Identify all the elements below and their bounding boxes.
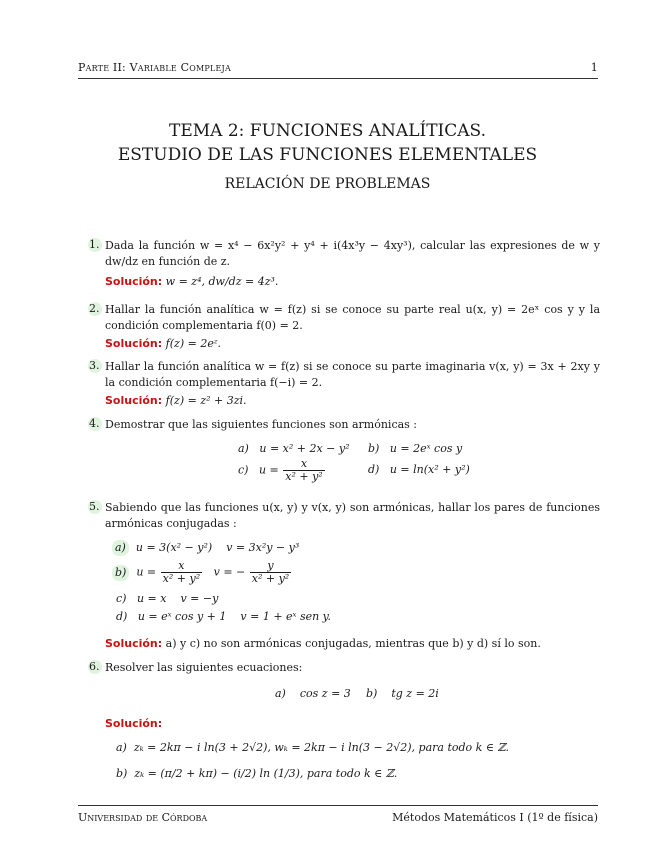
problem-5-item-c: c) u = x v = −y (116, 592, 219, 605)
header-left: Parte II: Variable Compleja (78, 61, 231, 74)
solution-6-a: a) zₖ = 2kπ − i ln(3 + 2√2), wₖ = 2kπ − i ln(3 − 2√2), para todo k ∈ ℤ. (116, 741, 509, 754)
title-line-1: TEMA 2: FUNCIONES ANALÍTICAS. (169, 121, 486, 141)
problem-6-item-a: a) cos z = 3 (275, 687, 351, 700)
problem-text: Hallar la función analítica w = f(z) si se conoce su parte imaginaria v(x, y) = 3x + 2xy y la condición complementaria f(−i) = 2. (105, 360, 600, 389)
subtitle: RELACIÓN DE PROBLEMAS (224, 176, 431, 192)
solution-text: f(z) = z² + 3zi. (165, 394, 247, 407)
problem-number-badge: 1. (88, 238, 102, 252)
footer-left: Universidad de Córdoba (78, 811, 208, 824)
title-line-2: ESTUDIO DE LAS FUNCIONES ELEMENTALES (117, 145, 538, 165)
problem-text: Dada la función w = x⁴ − 6x²y² + y⁴ + i(4x³y − 4xy³), calcular las expresiones de w y dw/dz en función de z. (105, 239, 600, 268)
problem-number-badge: 6. (88, 660, 102, 674)
problem-number-badge: 4. (88, 417, 102, 431)
problem-4-item-d: d) u = ln(x² + y²) (368, 463, 470, 476)
problem-5-item-b: b) u = $\frac{x}{\text{x² + y²}}$ v = − $\frac{y}{\text{x² + y²}}$ (112, 560, 292, 585)
solution-3 (105, 393, 247, 409)
page-header (78, 61, 598, 77)
solution-label: Solución: (105, 337, 163, 350)
footer-rule (78, 805, 598, 806)
solution-label: Solución: (105, 394, 163, 407)
problem-text: Resolver las siguientes ecuaciones: (105, 661, 303, 674)
problem-4-item-a: a) u = x² + 2x − y² (238, 442, 350, 455)
solution-text: a) y c) no son armónicas conjugadas, mientras que b) y d) sí lo son. (165, 637, 541, 650)
problem-4-item-b: b) u = 2eˣ cos y (368, 442, 463, 455)
solution-5 (105, 636, 541, 652)
footer-right: Métodos Matemáticos I (1º de física) (392, 811, 598, 824)
solution-2 (105, 336, 221, 352)
header-page-number: 1 (590, 61, 598, 74)
problem-number-badge: 3. (88, 359, 102, 373)
solution-6-b: b) zₖ = (π/2 + kπ) − (i/2) ln (1/3), para todo k ∈ ℤ. (116, 767, 398, 780)
problem-5-item-d: d) u = eˣ cos y + 1 v = 1 + eˣ sen y. (116, 610, 331, 623)
problem-text: Hallar la función analítica w = f(z) si se conoce su parte real u(x, y) = 2eˣ cos y y la condición complementaria f(0) = 2. (105, 303, 600, 332)
problem-number-badge: 5. (88, 500, 102, 514)
header-rule (78, 78, 598, 79)
problem-5-item-a: a) u = 3(x² − y²) v = 3x²y − y³ (112, 540, 299, 556)
solution-text: w = z⁴, dw/dz = 4z³. (165, 275, 279, 288)
solution-label: Solución: (105, 637, 163, 650)
solution-6-label (105, 716, 162, 732)
solution-1 (105, 274, 278, 290)
problem-6-item-b: b) tg z = 2i (366, 687, 439, 700)
problem-text: Demostrar que las siguientes funciones son armónicas : (105, 418, 418, 431)
problem-text: Sabiendo que las funciones u(x, y) y v(x, y) son armónicas, hallar los pares de funciones armónicas conjugadas : (105, 501, 600, 530)
solution-label: Solución: (105, 275, 163, 288)
solution-text: f(z) = 2eᶻ. (165, 337, 221, 350)
problem-4-item-c: c) u = $\frac{x}{\text{x² + y²}}$ (238, 457, 323, 483)
problem-number-badge: 2. (88, 302, 102, 316)
solution-label: Solución: (105, 717, 163, 730)
